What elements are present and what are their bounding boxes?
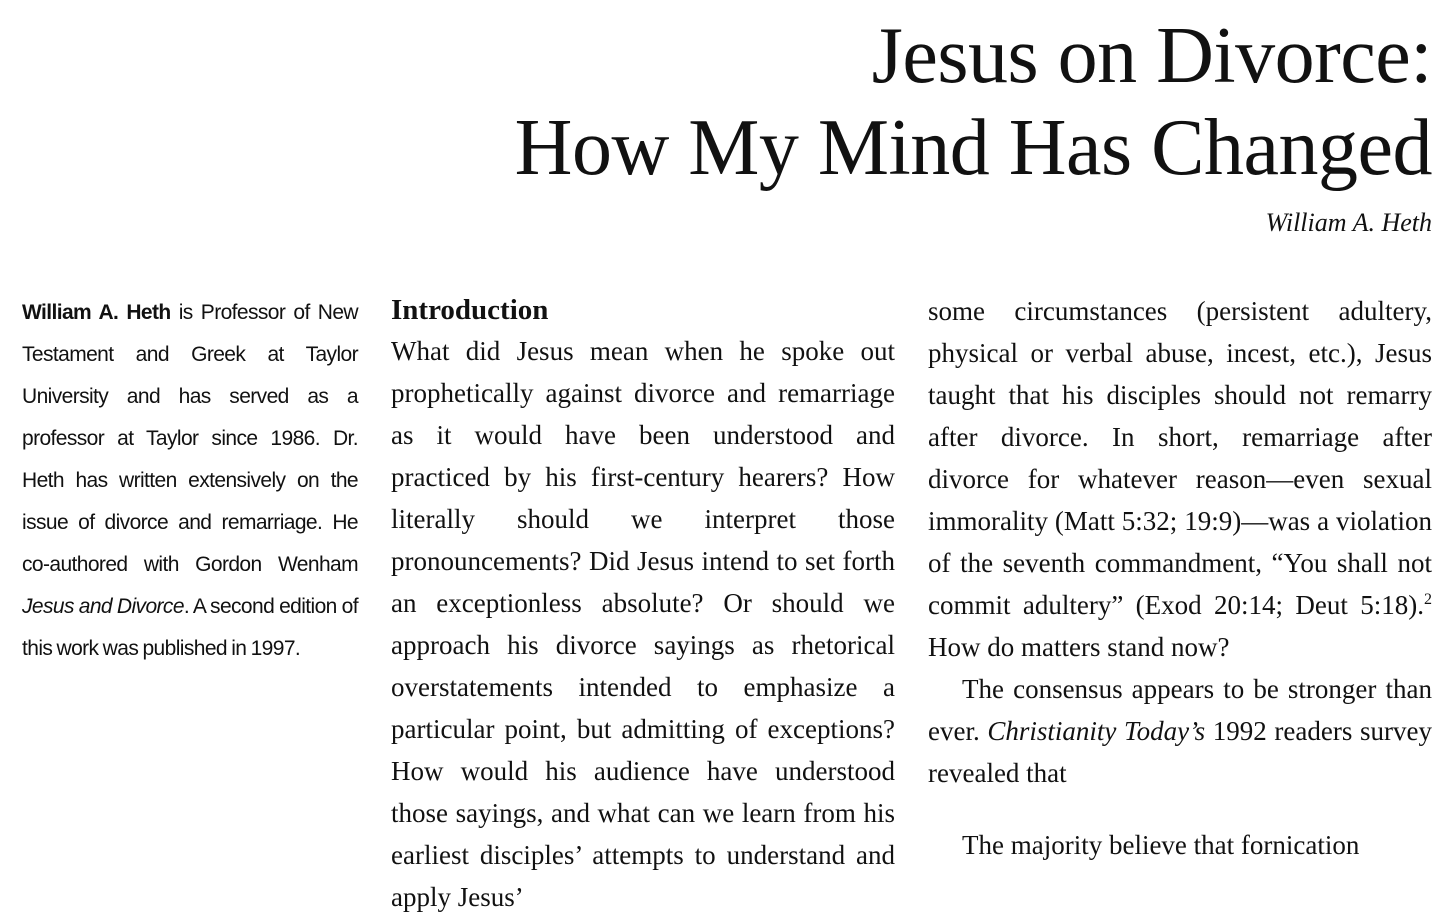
consensus-text-2: 1992 readers survey revealed that [928, 716, 1432, 788]
article-column-1 [391, 290, 895, 918]
bio-book-title: Jesus and Divorce [22, 595, 184, 618]
article-column-2 [928, 290, 1432, 866]
bio-text-2: . A second edition of this work was published in 1997. [22, 595, 358, 660]
title-line-2: How My Mind Has Changed [514, 104, 1432, 192]
footnote-reference[interactable]: 2 [1424, 591, 1432, 608]
continued-text-1: some circumstances (persistent adultery, physical or verbal abuse, incest, etc.), Jesus taught that his disciples should not remarry after divorce. In short, remarriage after divorce for whatever reason—even sexual immorality (Matt 5:32; 19:9)—was a violation of the seventh commandment, “You shall not commit adultery” (Exod 20:14; Deut 5:18). [928, 296, 1432, 620]
magazine-name: Christianity Today’s [987, 716, 1206, 746]
bio-name: William A. Heth [22, 301, 171, 324]
author-byline: William A. Heth [1265, 208, 1432, 237]
bio-text-1: is Professor of New Testament and Greek at Taylor University and has served as a professor at Taylor since 1986. Dr. Heth has written extensively on the issue of divorce and remarriage. He co-authored with Gordon Wenham [22, 301, 358, 576]
consensus-paragraph [928, 668, 1432, 794]
block-quote: The majority believe that fornication [962, 830, 1360, 860]
continued-paragraph [928, 290, 1432, 668]
intro-paragraph: What did Jesus mean when he spoke out prophetically against divorce and remarriage as it would have been understood and practiced by his first-century hearers? How literally should we interpret those pronouncements? Did Jesus intend to set forth an exceptionless absolute? Or should we approach his divorce sayings as rhetorical overstatements intended to emphasize a particular point, but admitting of exceptions? How would his audience have understood those sayings, and what can we learn from his earliest disciples’ attempts to understand and apply Jesus’ [391, 336, 895, 912]
continued-text-2: How do matters stand now? [928, 632, 1230, 662]
title-line-1: Jesus on Divorce: [871, 12, 1432, 100]
author-bio [22, 292, 358, 670]
article-title [515, 10, 1432, 194]
section-heading: Introduction [391, 294, 549, 326]
consensus-text-1: The consensus appears to be stronger than ever. [928, 674, 1432, 746]
